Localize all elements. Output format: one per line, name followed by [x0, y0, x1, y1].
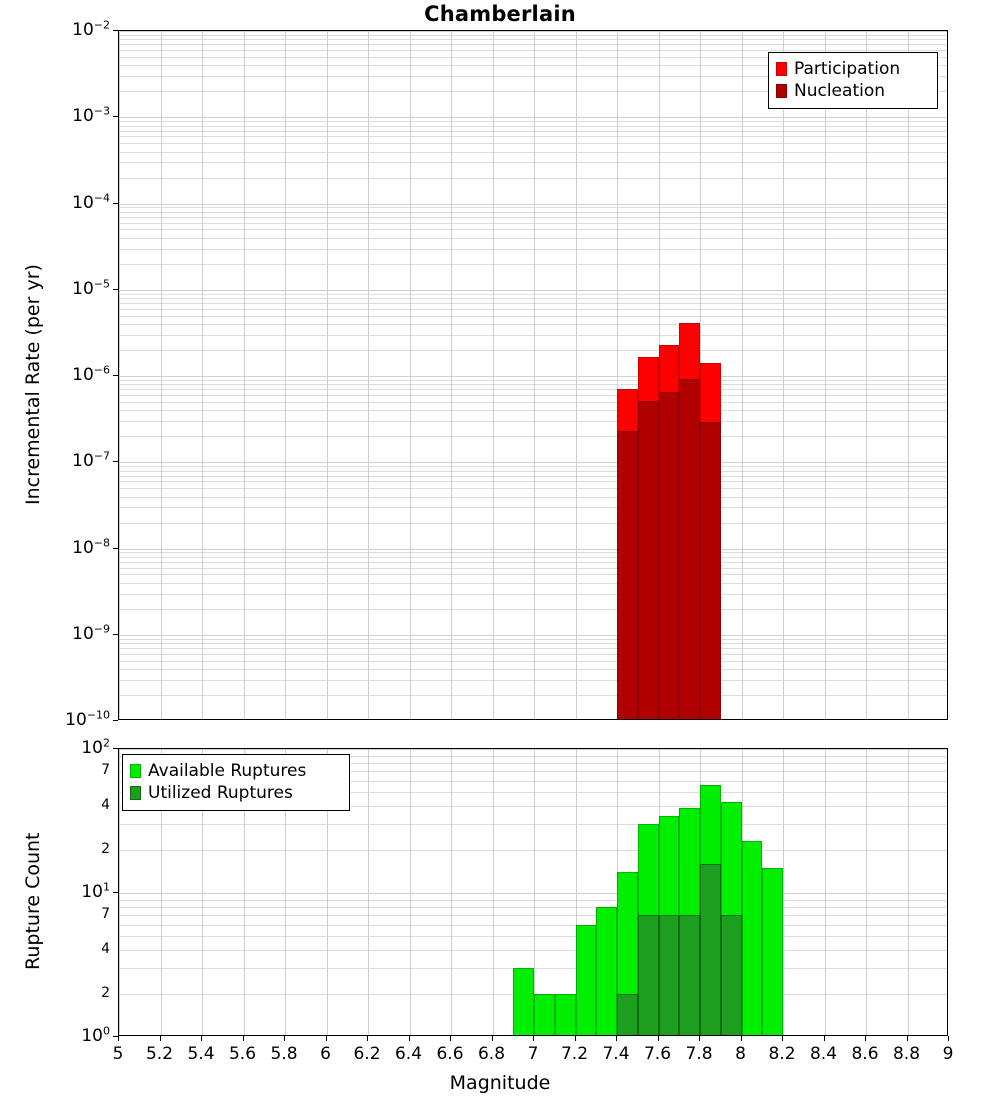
- x-tick-label: 5.8: [270, 1044, 298, 1064]
- y-tick-label-top: $10^{-10}$: [65, 708, 110, 730]
- x-tick-mark: [575, 1036, 576, 1041]
- x-tick-mark: [948, 1036, 949, 1041]
- x-tick-label: 7: [527, 1044, 539, 1064]
- x-axis-label: Magnitude: [449, 1072, 551, 1094]
- x-tick-mark: [824, 1036, 825, 1041]
- y-tick-label-top: $10^{-6}$: [72, 363, 110, 385]
- x-tick-mark: [741, 1036, 742, 1041]
- x-tick-mark: [243, 1036, 244, 1041]
- x-tick-label: 8.6: [851, 1044, 879, 1064]
- x-tick-label: 7.2: [560, 1044, 589, 1064]
- y-tick-label-bottom: $10^0$: [81, 1024, 110, 1046]
- y-tick-mark-top: [113, 203, 118, 204]
- y-tick-label-minor-bottom: 2: [101, 840, 110, 857]
- x-tick-mark: [160, 1036, 161, 1041]
- x-tick-label: 5.6: [228, 1044, 257, 1064]
- y-tick-label-top: $10^{-9}$: [72, 622, 110, 644]
- y-tick-mark-top: [113, 548, 118, 549]
- y-tick-mark-top: [113, 289, 118, 290]
- legend-label-participation: Participation: [794, 59, 901, 79]
- y-axis-label-top: Incremental Rate (per yr): [22, 264, 44, 505]
- x-tick-label: 8.8: [892, 1044, 921, 1064]
- x-tick-mark: [865, 1036, 866, 1041]
- x-tick-label: 8.2: [768, 1044, 796, 1064]
- y-tick-label-bottom: $10^1$: [81, 880, 110, 902]
- x-tick-mark: [699, 1036, 700, 1041]
- chart-title: Chamberlain: [424, 2, 576, 26]
- y-tick-label-top: $10^{-3}$: [72, 104, 110, 127]
- y-tick-mark-bottom: [113, 892, 118, 893]
- x-tick-mark: [658, 1036, 659, 1041]
- x-tick-label: 7.8: [685, 1044, 713, 1064]
- y-tick-label-top: $10^{-8}$: [72, 535, 110, 558]
- x-tick-mark: [616, 1036, 617, 1041]
- nucleation-swatch-icon: [776, 84, 787, 98]
- y-tick-label-top: $10^{-5}$: [72, 277, 110, 299]
- x-tick-mark: [450, 1036, 451, 1041]
- legend-label-available-ruptures: Available Ruptures: [148, 761, 307, 781]
- y-tick-label-top: $10^{-7}$: [72, 449, 110, 472]
- y-axis-ticks-top: [0, 18, 1000, 730]
- y-tick-label-top: $10^{-4}$: [72, 190, 110, 213]
- legend-item-available-ruptures: [130, 760, 341, 782]
- x-tick-label: 8.4: [809, 1044, 838, 1064]
- x-tick-mark: [782, 1036, 783, 1041]
- y-tick-mark-top: [113, 634, 118, 635]
- legend-item-utilized-ruptures: [130, 782, 341, 804]
- x-tick-mark: [492, 1036, 493, 1041]
- y-tick-mark-top: [113, 116, 118, 117]
- legend-label-utilized-ruptures: Utilized Ruptures: [148, 783, 293, 803]
- x-tick-mark: [118, 1036, 119, 1041]
- x-tick-label: 6: [320, 1044, 331, 1064]
- x-tick-mark: [201, 1036, 202, 1041]
- x-tick-label: 5: [112, 1044, 124, 1064]
- y-axis-label-bottom: Rupture Count: [22, 832, 44, 970]
- y-tick-mark-top: [113, 461, 118, 462]
- x-tick-label: 6.2: [353, 1044, 381, 1064]
- y-tick-mark-bottom: [113, 748, 118, 749]
- legend-item-participation: [776, 58, 929, 80]
- x-tick-label: 8: [735, 1044, 746, 1064]
- available-ruptures-swatch-icon: [130, 764, 141, 778]
- y-tick-label-minor-bottom: 2: [101, 984, 110, 1001]
- x-tick-label: 7.4: [602, 1044, 630, 1064]
- utilized-ruptures-swatch-icon: [130, 786, 141, 800]
- x-tick-mark: [409, 1036, 410, 1041]
- y-tick-label-top: $10^{-2}$: [72, 18, 110, 40]
- x-tick-label: 6.6: [436, 1044, 464, 1064]
- y-tick-label-minor-bottom: 4: [101, 941, 110, 958]
- participation-swatch-icon: [776, 62, 787, 76]
- x-tick-label: 6.4: [394, 1044, 423, 1064]
- legend-bottom: [122, 754, 350, 811]
- x-tick-mark: [907, 1036, 908, 1041]
- y-tick-label-bottom: $10^2$: [81, 736, 110, 758]
- y-tick-mark-top: [113, 375, 118, 376]
- y-tick-mark-top: [113, 720, 118, 721]
- x-tick-label: 6.8: [477, 1044, 506, 1064]
- x-tick-mark: [326, 1036, 327, 1041]
- x-tick-label: 5.4: [187, 1044, 215, 1064]
- x-tick-mark: [284, 1036, 285, 1041]
- legend-label-nucleation: Nucleation: [794, 81, 886, 101]
- x-tick-mark: [367, 1036, 368, 1041]
- x-tick-label: 7.6: [643, 1044, 672, 1064]
- x-tick-label: 5.2: [145, 1044, 174, 1064]
- y-tick-label-minor-bottom: 7: [101, 906, 110, 923]
- y-tick-label-minor-bottom: 7: [101, 762, 110, 779]
- y-tick-mark-top: [113, 30, 118, 31]
- y-tick-label-minor-bottom: 4: [101, 797, 110, 814]
- x-tick-label: 9: [942, 1044, 954, 1064]
- legend-item-nucleation: [776, 80, 929, 102]
- legend-top: [768, 52, 938, 109]
- x-tick-mark: [533, 1036, 534, 1041]
